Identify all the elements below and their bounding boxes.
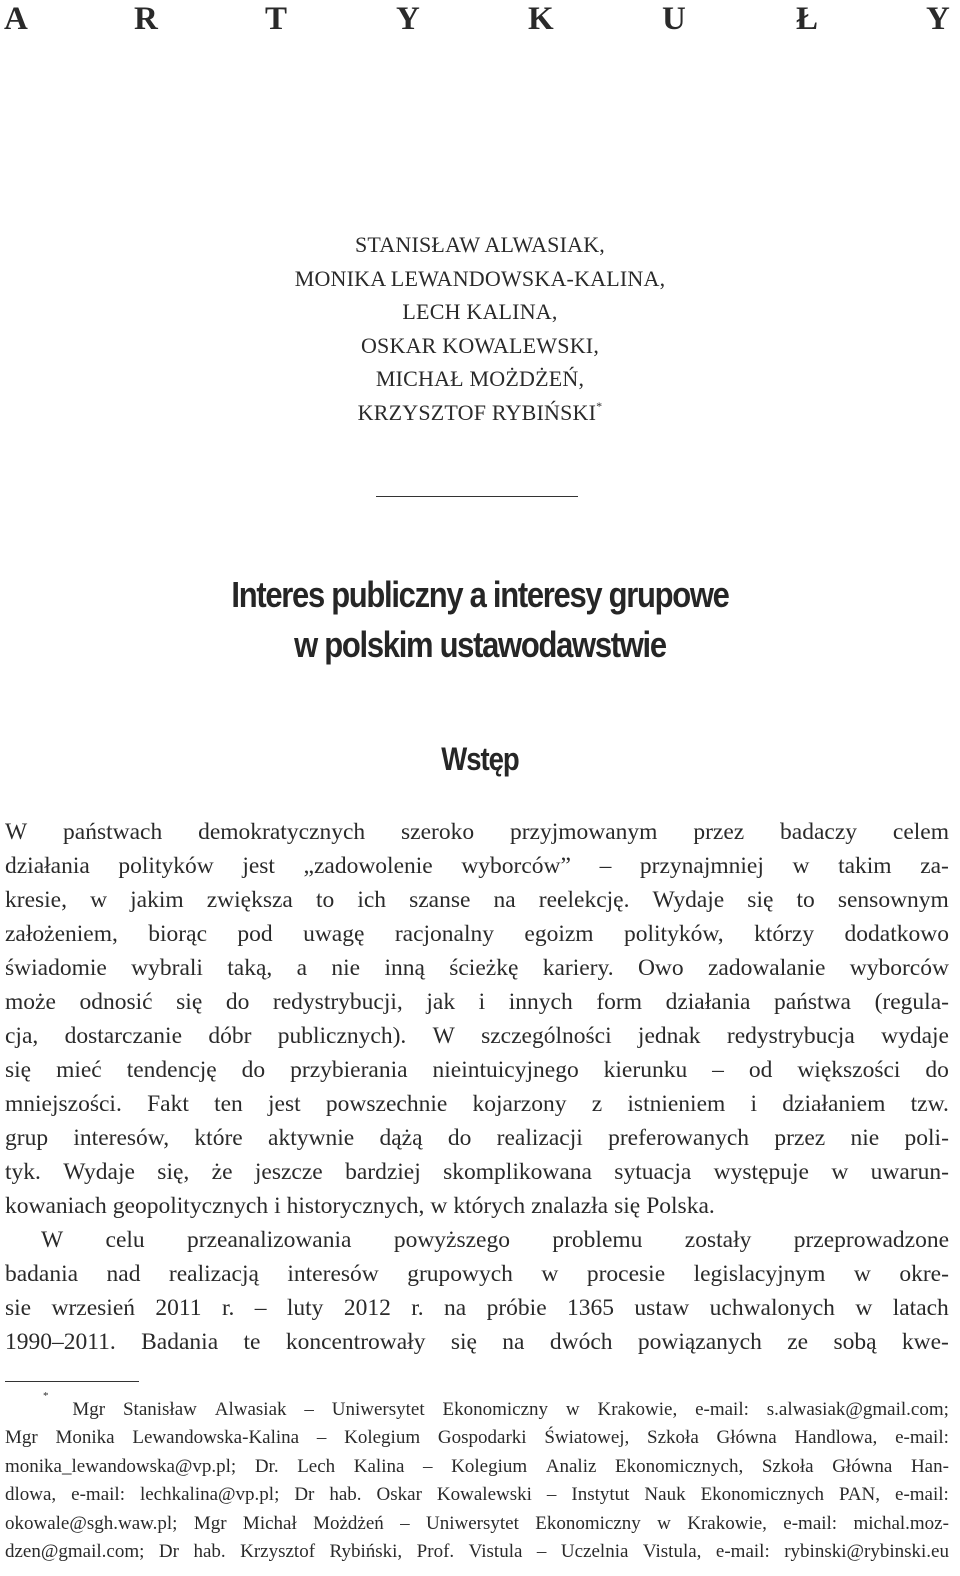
text-line (5, 985, 949, 1019)
word: bardziej (345, 1159, 421, 1185)
word: się (5, 1057, 32, 1083)
word: ten (214, 1091, 243, 1117)
word: znalazła (531, 1193, 609, 1219)
word: takim (838, 853, 892, 879)
word: powyższego (393, 1227, 510, 1253)
word: Mgr (193, 1512, 227, 1534)
author-list (0, 228, 960, 430)
word: okre- (899, 1261, 949, 1287)
word: działania (665, 989, 751, 1015)
word: w (657, 1512, 671, 1534)
word: się (614, 1193, 641, 1219)
word: 1365 (567, 1295, 615, 1321)
word: jest (242, 853, 275, 879)
word: Uniwersytet (331, 1399, 425, 1420)
author-name: MONIKA LEWANDOWSKA-KALINA, (294, 265, 666, 291)
footnote-marker: * (596, 398, 603, 413)
word: Vistula (468, 1540, 523, 1562)
word: celem (892, 819, 949, 845)
word: 2011 (155, 1295, 202, 1321)
word: przeanalizowania (187, 1227, 352, 1253)
word: Kolegium (344, 1427, 421, 1449)
footnote-divider (5, 1381, 139, 1382)
article-title-line: w polskim ustawodawstwie (294, 624, 666, 665)
word: pod (237, 921, 273, 947)
word: michal.moz- (853, 1512, 949, 1534)
word: innych (508, 989, 573, 1015)
word: e-mail: (715, 1540, 770, 1562)
word: e-mail: (695, 1399, 749, 1420)
word: i (274, 1193, 281, 1219)
text-line (5, 1087, 949, 1121)
text-line (5, 1257, 949, 1291)
word: – (536, 1540, 547, 1562)
word: racjonalny (394, 921, 494, 947)
word: procesie (586, 1261, 666, 1287)
word: to (315, 887, 335, 913)
word: Światowej, (544, 1427, 630, 1449)
word: uwagę (303, 921, 365, 947)
word: problemu (552, 1227, 643, 1253)
word: Han- (910, 1455, 949, 1477)
word: które (194, 1125, 243, 1151)
header-letter: K (528, 1, 554, 37)
word: r. (221, 1295, 235, 1321)
word: założeniem, (5, 921, 118, 947)
word: się, (157, 1159, 190, 1185)
word: w (855, 1295, 873, 1321)
word: kowaniach (5, 1193, 107, 1219)
word: szeroko (401, 819, 475, 845)
word: koncentrowały (285, 1329, 426, 1355)
word: w (541, 1261, 559, 1287)
word: dlowa, (5, 1484, 57, 1506)
word: sobą (833, 1329, 877, 1355)
word: realizacji (496, 1125, 583, 1151)
word: jednak (637, 1023, 701, 1049)
word: – (712, 1057, 724, 1083)
word: uwarun- (870, 1159, 949, 1185)
word: sensownym (837, 887, 949, 913)
text-line (5, 1155, 949, 1189)
word: hab. (329, 1484, 362, 1506)
word: – (599, 853, 612, 879)
word: istnieniem (627, 1091, 726, 1117)
word: sie (5, 1295, 32, 1321)
author-name: STANISŁAW ALWASIAK, (354, 232, 605, 257)
text-line (5, 1325, 949, 1359)
word: publicznych). (277, 1023, 407, 1049)
word: – (254, 1295, 267, 1321)
word: na (444, 1295, 467, 1321)
word: jeszcze (254, 1159, 323, 1185)
header-letter: Y (396, 1, 420, 37)
word: nad (106, 1261, 141, 1287)
word: Prof. (416, 1540, 455, 1562)
word: – (400, 1512, 410, 1534)
word: (regula- (874, 989, 949, 1015)
text-line (5, 883, 949, 917)
word: e-mail: (895, 1484, 949, 1506)
word: Dr (158, 1540, 179, 1562)
word: może (5, 989, 56, 1015)
word: Michał (242, 1512, 297, 1534)
word: luty (286, 1295, 324, 1321)
word: Lewandowska-Kalina (132, 1427, 300, 1449)
word: jak (426, 989, 456, 1015)
word: odnosić (79, 989, 153, 1015)
word: Ekonomicznych, (615, 1455, 744, 1477)
word: Rybiński, (329, 1540, 403, 1562)
text-line (5, 1390, 949, 1424)
word: kojarzony (472, 1091, 567, 1117)
word: W (41, 1227, 64, 1253)
word: latach (892, 1295, 949, 1321)
word: nie (850, 1125, 880, 1151)
word: e-mail: (783, 1512, 838, 1534)
word: państwa (773, 989, 851, 1015)
word: Szkoła (647, 1427, 699, 1449)
word: Gospodarki (437, 1427, 527, 1449)
text-line (5, 1121, 949, 1155)
word: przyjmowanym (509, 819, 658, 845)
body-text (5, 815, 949, 1359)
author-name: MICHAŁ MOŻDŻEŃ, (375, 366, 585, 392)
word: – (423, 1455, 433, 1477)
word: form (596, 989, 643, 1015)
word: polityków, (623, 921, 724, 947)
text-line (5, 1538, 949, 1566)
word: ze (787, 1329, 809, 1355)
word: wyborców” (461, 853, 571, 879)
author-name: OSKAR KOWALEWSKI, (360, 332, 600, 358)
word: próbie (486, 1295, 547, 1321)
word: to (796, 887, 815, 913)
word: i (478, 989, 486, 1015)
word: polityków (118, 853, 214, 879)
word: że (211, 1159, 233, 1185)
section-header (0, 0, 960, 40)
author-name: KRZYSZTOF RYBIŃSKI (357, 399, 597, 425)
word: Lech (297, 1455, 336, 1477)
word: Szkoła (761, 1455, 814, 1477)
word: lechkalina@vp.pl; (139, 1484, 280, 1506)
word: do (241, 1057, 266, 1083)
word: dodatkowo (844, 921, 949, 947)
word: te (243, 1329, 261, 1355)
text-line (5, 1019, 949, 1053)
footnote (5, 1390, 949, 1566)
word: redystrybucji, (272, 989, 403, 1015)
word: do (225, 989, 250, 1015)
word: wrzesień (51, 1295, 136, 1321)
word: Polska. (646, 1193, 715, 1219)
text-line (5, 1053, 949, 1087)
word: egoizm (524, 921, 594, 947)
footnote-marker: * (43, 1390, 49, 1402)
word: – (546, 1484, 557, 1506)
word: tzw. (910, 1091, 949, 1117)
word: dzen@gmail.com; (5, 1540, 145, 1562)
word: Oskar (376, 1484, 422, 1506)
word: mniejszości. (5, 1091, 122, 1117)
word: Instytut (571, 1484, 630, 1506)
word: w (831, 1159, 849, 1185)
word: Możdżeń (313, 1512, 384, 1534)
text-line (5, 1510, 949, 1538)
word: kierunku (603, 1057, 688, 1083)
word: których (453, 1193, 526, 1219)
word: Fakt (147, 1091, 189, 1117)
text-line (5, 1481, 949, 1509)
word: w (430, 1193, 448, 1219)
word: mieć (56, 1057, 102, 1083)
word: Ekonomiczny (535, 1512, 641, 1534)
word: realizacją (168, 1261, 259, 1287)
word: aktywnie (268, 1125, 355, 1151)
word: wydaje (881, 1023, 949, 1049)
word: Badania (141, 1329, 219, 1355)
word: PAN, (839, 1484, 881, 1506)
word: Nauk (644, 1484, 686, 1506)
word: e-mail: (895, 1427, 949, 1449)
word: taką, (227, 955, 273, 981)
word: „zadowolenie (303, 853, 433, 879)
word: przez (693, 819, 745, 845)
header-letter: U (662, 1, 686, 37)
word: grupowych (407, 1261, 513, 1287)
word: od (748, 1057, 773, 1083)
word: interesów, (73, 1125, 170, 1151)
word: rybinski@rybinski.eu (784, 1540, 949, 1562)
word: biorąc (148, 921, 207, 947)
word: – (304, 1399, 314, 1420)
word: powiązanych (637, 1329, 762, 1355)
word: 1990–2011. (5, 1329, 116, 1355)
text-line (5, 917, 949, 951)
word: do (925, 1057, 949, 1083)
word: którzy (754, 921, 815, 947)
word: redystrybucja (726, 1023, 855, 1049)
word: Ekonomicznych (700, 1484, 825, 1506)
word: w (853, 1261, 871, 1287)
word: demokratycznych (198, 819, 366, 845)
word: Ekonomiczny (442, 1399, 549, 1420)
word: Mgr (5, 1427, 38, 1449)
header-letter: Y (926, 1, 950, 37)
word: Kolegium (451, 1455, 528, 1477)
word: skomplikowana (443, 1159, 592, 1185)
word: w (565, 1399, 580, 1420)
header-letter: R (134, 1, 158, 37)
word: większości (797, 1057, 901, 1083)
word: kresie, (5, 887, 67, 913)
word: jest (268, 1091, 301, 1117)
word: Mgr (72, 1399, 106, 1420)
word: na (493, 887, 516, 913)
word: państwach (63, 819, 163, 845)
word: do (447, 1125, 472, 1151)
word: zostały (684, 1227, 752, 1253)
word: w (90, 887, 108, 913)
word: s.alwasiak@gmail.com; (766, 1399, 949, 1420)
word: dążą (379, 1125, 423, 1151)
word: okowale@sgh.waw.pl; (5, 1512, 178, 1534)
word: sytuacja (614, 1159, 692, 1185)
word: Krzysztof (240, 1540, 316, 1562)
section-heading: Wstęp (441, 741, 519, 777)
text-line (5, 1424, 949, 1452)
word: ustaw (634, 1295, 690, 1321)
word: uchwalonych (709, 1295, 835, 1321)
word: przybierania (290, 1057, 408, 1083)
word: zwiększa (206, 887, 293, 913)
word: W (432, 1023, 455, 1049)
word: hab. (193, 1540, 226, 1562)
word: W (5, 819, 28, 845)
word: a (296, 955, 308, 981)
word: się (450, 1329, 477, 1355)
word: tendencję (126, 1057, 217, 1083)
word: Monika (55, 1427, 115, 1449)
word: interesów (287, 1261, 379, 1287)
word: badania (5, 1261, 79, 1287)
word: przez (774, 1125, 826, 1151)
article-title-line: Interes publiczny a interesy grupowe (231, 574, 729, 615)
word: kariery. (542, 955, 614, 981)
word: preferowanych (608, 1125, 749, 1151)
header-letter: T (265, 1, 288, 37)
word: powszechnie (325, 1091, 448, 1117)
word: dóbr (208, 1023, 252, 1049)
word: inną (384, 955, 425, 981)
word: przeprowadzone (793, 1227, 949, 1253)
word: geopolitycznych (112, 1193, 269, 1219)
word: za- (920, 853, 949, 879)
text-line (5, 1291, 949, 1325)
word: Analiz (545, 1455, 597, 1477)
word: zadowalanie (707, 955, 826, 981)
word: świadomie (5, 955, 107, 981)
word: grup (5, 1125, 49, 1151)
word: Wydaje (652, 887, 725, 913)
word: ścieżkę (449, 955, 519, 981)
word: – (316, 1427, 327, 1449)
word: r. (411, 1295, 424, 1321)
word: legislacyjnym (693, 1261, 826, 1287)
word: historycznych, (286, 1193, 425, 1219)
word: Uniwersytet (426, 1512, 519, 1534)
word: szczególności (481, 1023, 612, 1049)
text-line (5, 1223, 949, 1257)
word: wybrali (131, 955, 203, 981)
word: dostarczanie (64, 1023, 183, 1049)
word: Uczelnia (560, 1540, 629, 1562)
word: cja, (5, 1023, 39, 1049)
word: Alwasiak (214, 1399, 287, 1420)
word: Vistula, (642, 1540, 702, 1562)
title-divider (376, 496, 578, 497)
word: się (176, 989, 203, 1015)
word: występuje (713, 1159, 809, 1185)
word: Kowalewski (436, 1484, 532, 1506)
word: tyk. (5, 1159, 41, 1185)
word: kwe- (901, 1329, 949, 1355)
word: ich (357, 887, 387, 913)
word: monika_lewandowska@vp.pl; (5, 1455, 237, 1477)
word: Krakowie, (687, 1512, 767, 1534)
header-letter: A (4, 1, 28, 37)
text-line (5, 951, 949, 985)
text-line (5, 815, 949, 849)
word: działania (5, 853, 90, 879)
word: z (591, 1091, 603, 1117)
word: Wydaje (63, 1159, 135, 1185)
word: nieintuicyjnego (432, 1057, 579, 1083)
word: dwóch (549, 1329, 613, 1355)
word: na (502, 1329, 525, 1355)
word: nie (331, 955, 361, 981)
word: i (750, 1091, 758, 1117)
word: Główna (716, 1427, 777, 1449)
word: szanse (409, 887, 471, 913)
word: reelekcję. (538, 887, 630, 913)
author-name-last (0, 396, 960, 430)
word: w (792, 853, 810, 879)
word: się (747, 887, 774, 913)
word: wyborców (849, 955, 949, 981)
word: 2012 (343, 1295, 391, 1321)
word: poli- (904, 1125, 949, 1151)
author-name: LECH KALINA, (402, 299, 558, 325)
word: Handlowa, (794, 1427, 878, 1449)
word: działaniem (782, 1091, 886, 1117)
header-letter: Ł (796, 1, 819, 37)
word: badaczy (780, 819, 858, 845)
word: jakim (130, 887, 184, 913)
article-title (67, 570, 893, 670)
text-line (5, 1453, 949, 1481)
word: Stanisław (122, 1399, 197, 1420)
word: Owo (637, 955, 684, 981)
text-line (5, 1189, 949, 1223)
word: Dr (294, 1484, 315, 1506)
word: Główna (832, 1455, 893, 1477)
word: celu (105, 1227, 145, 1253)
word: Kalina (353, 1455, 405, 1477)
word: e-mail: (71, 1484, 125, 1506)
word: przynajmniej (639, 853, 764, 879)
word: Krakowie, (597, 1399, 678, 1420)
text-line (5, 849, 949, 883)
word: Dr. (254, 1455, 279, 1477)
